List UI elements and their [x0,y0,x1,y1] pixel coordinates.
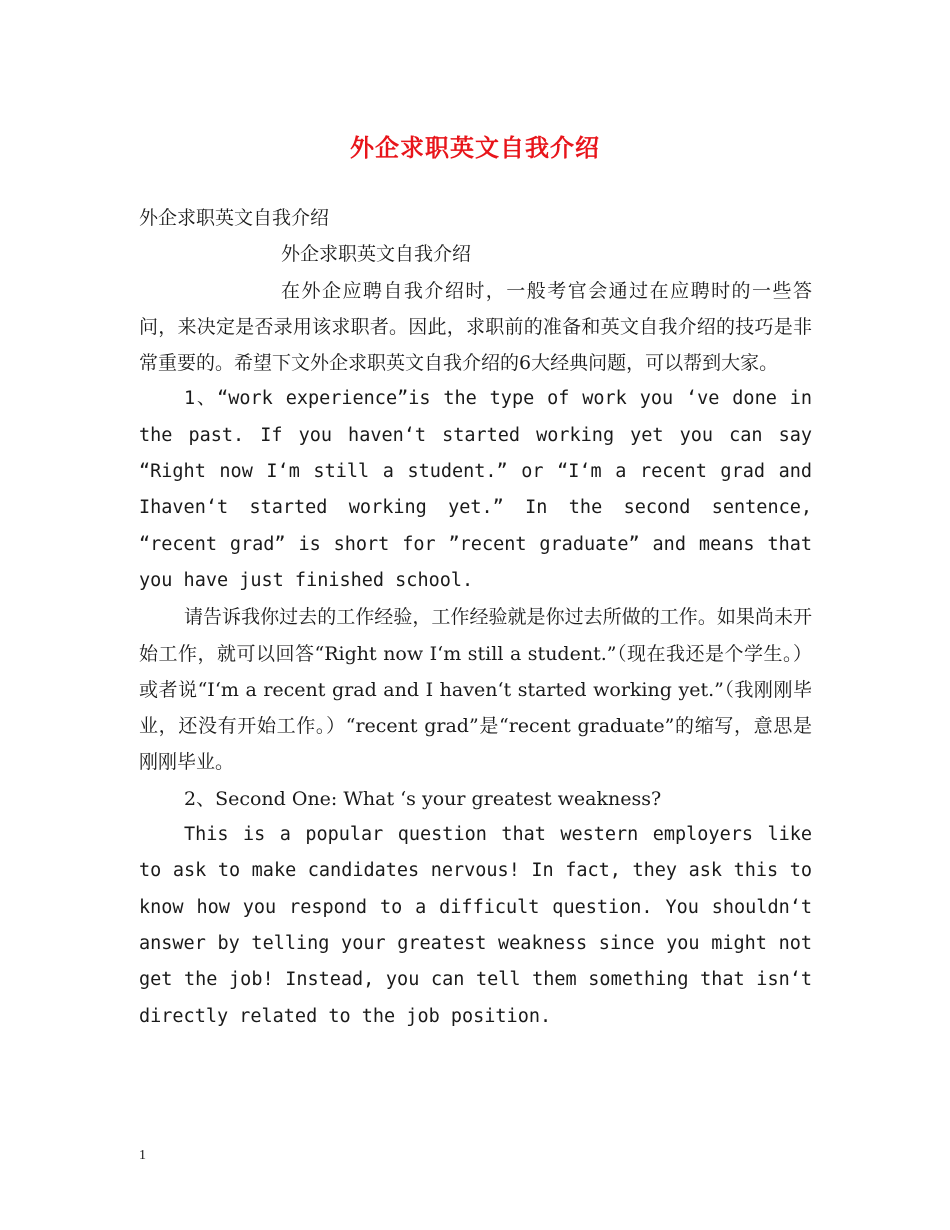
doc-subheading: 外企求职英文自我介绍 [281,243,472,266]
document-body [139,200,812,1035]
intro-paragraph: 在外企应聘自我介绍时，一般考官会通过在应聘时的一些答问，来决定是否录用该求职者。因此，求职前的准备和英文自我介绍的技巧是非常重要的。希望下文外企求职英文自我介绍的6大经典问题，可以帮到大家。 [139,279,812,375]
page-title: 外企求职英文自我介绍 [350,133,600,162]
q2-english-paragraph: This is a popular question that western employers like to ask to make candidates nervous! In fact, they ask this to know how you respond to a difficult question. You shouldn‘t answer by telling your greatest weakness since you might not get the job! Instead, you can tell them something that isn‘t directly related to the job position. [139,824,812,1027]
page-number: 1 [139,1148,146,1163]
q2-heading: 2、Second One: What ‘s your greatest weakness? [184,787,662,810]
q1-chinese-paragraph: 请告诉我你过去的工作经验，工作经验就是你过去所做的工作。如果尚未开始工作，就可以回答“Right now I‘m still a student.”（现在我还是个学生。）或者说“I‘m a recent grad and I haven‘t started working yet.”（我刚刚毕业，还没有开始工作。）“recent grad”是“recent graduate”的缩写，意思是刚刚毕业。 [139,606,812,774]
doc-heading: 外企求职英文自我介绍 [139,207,330,229]
q1-english-paragraph: 1、“work experience”is the type of work you ‘ve done in the past. If you haven‘t started working yet you can say “Right now I‘m still a student.” or “I‘m a recent grad and Ihaven‘t started working yet.” In the second sentence, “recent grad” is short for ”recent graduate” and means that you have just finished school. [139,388,812,591]
